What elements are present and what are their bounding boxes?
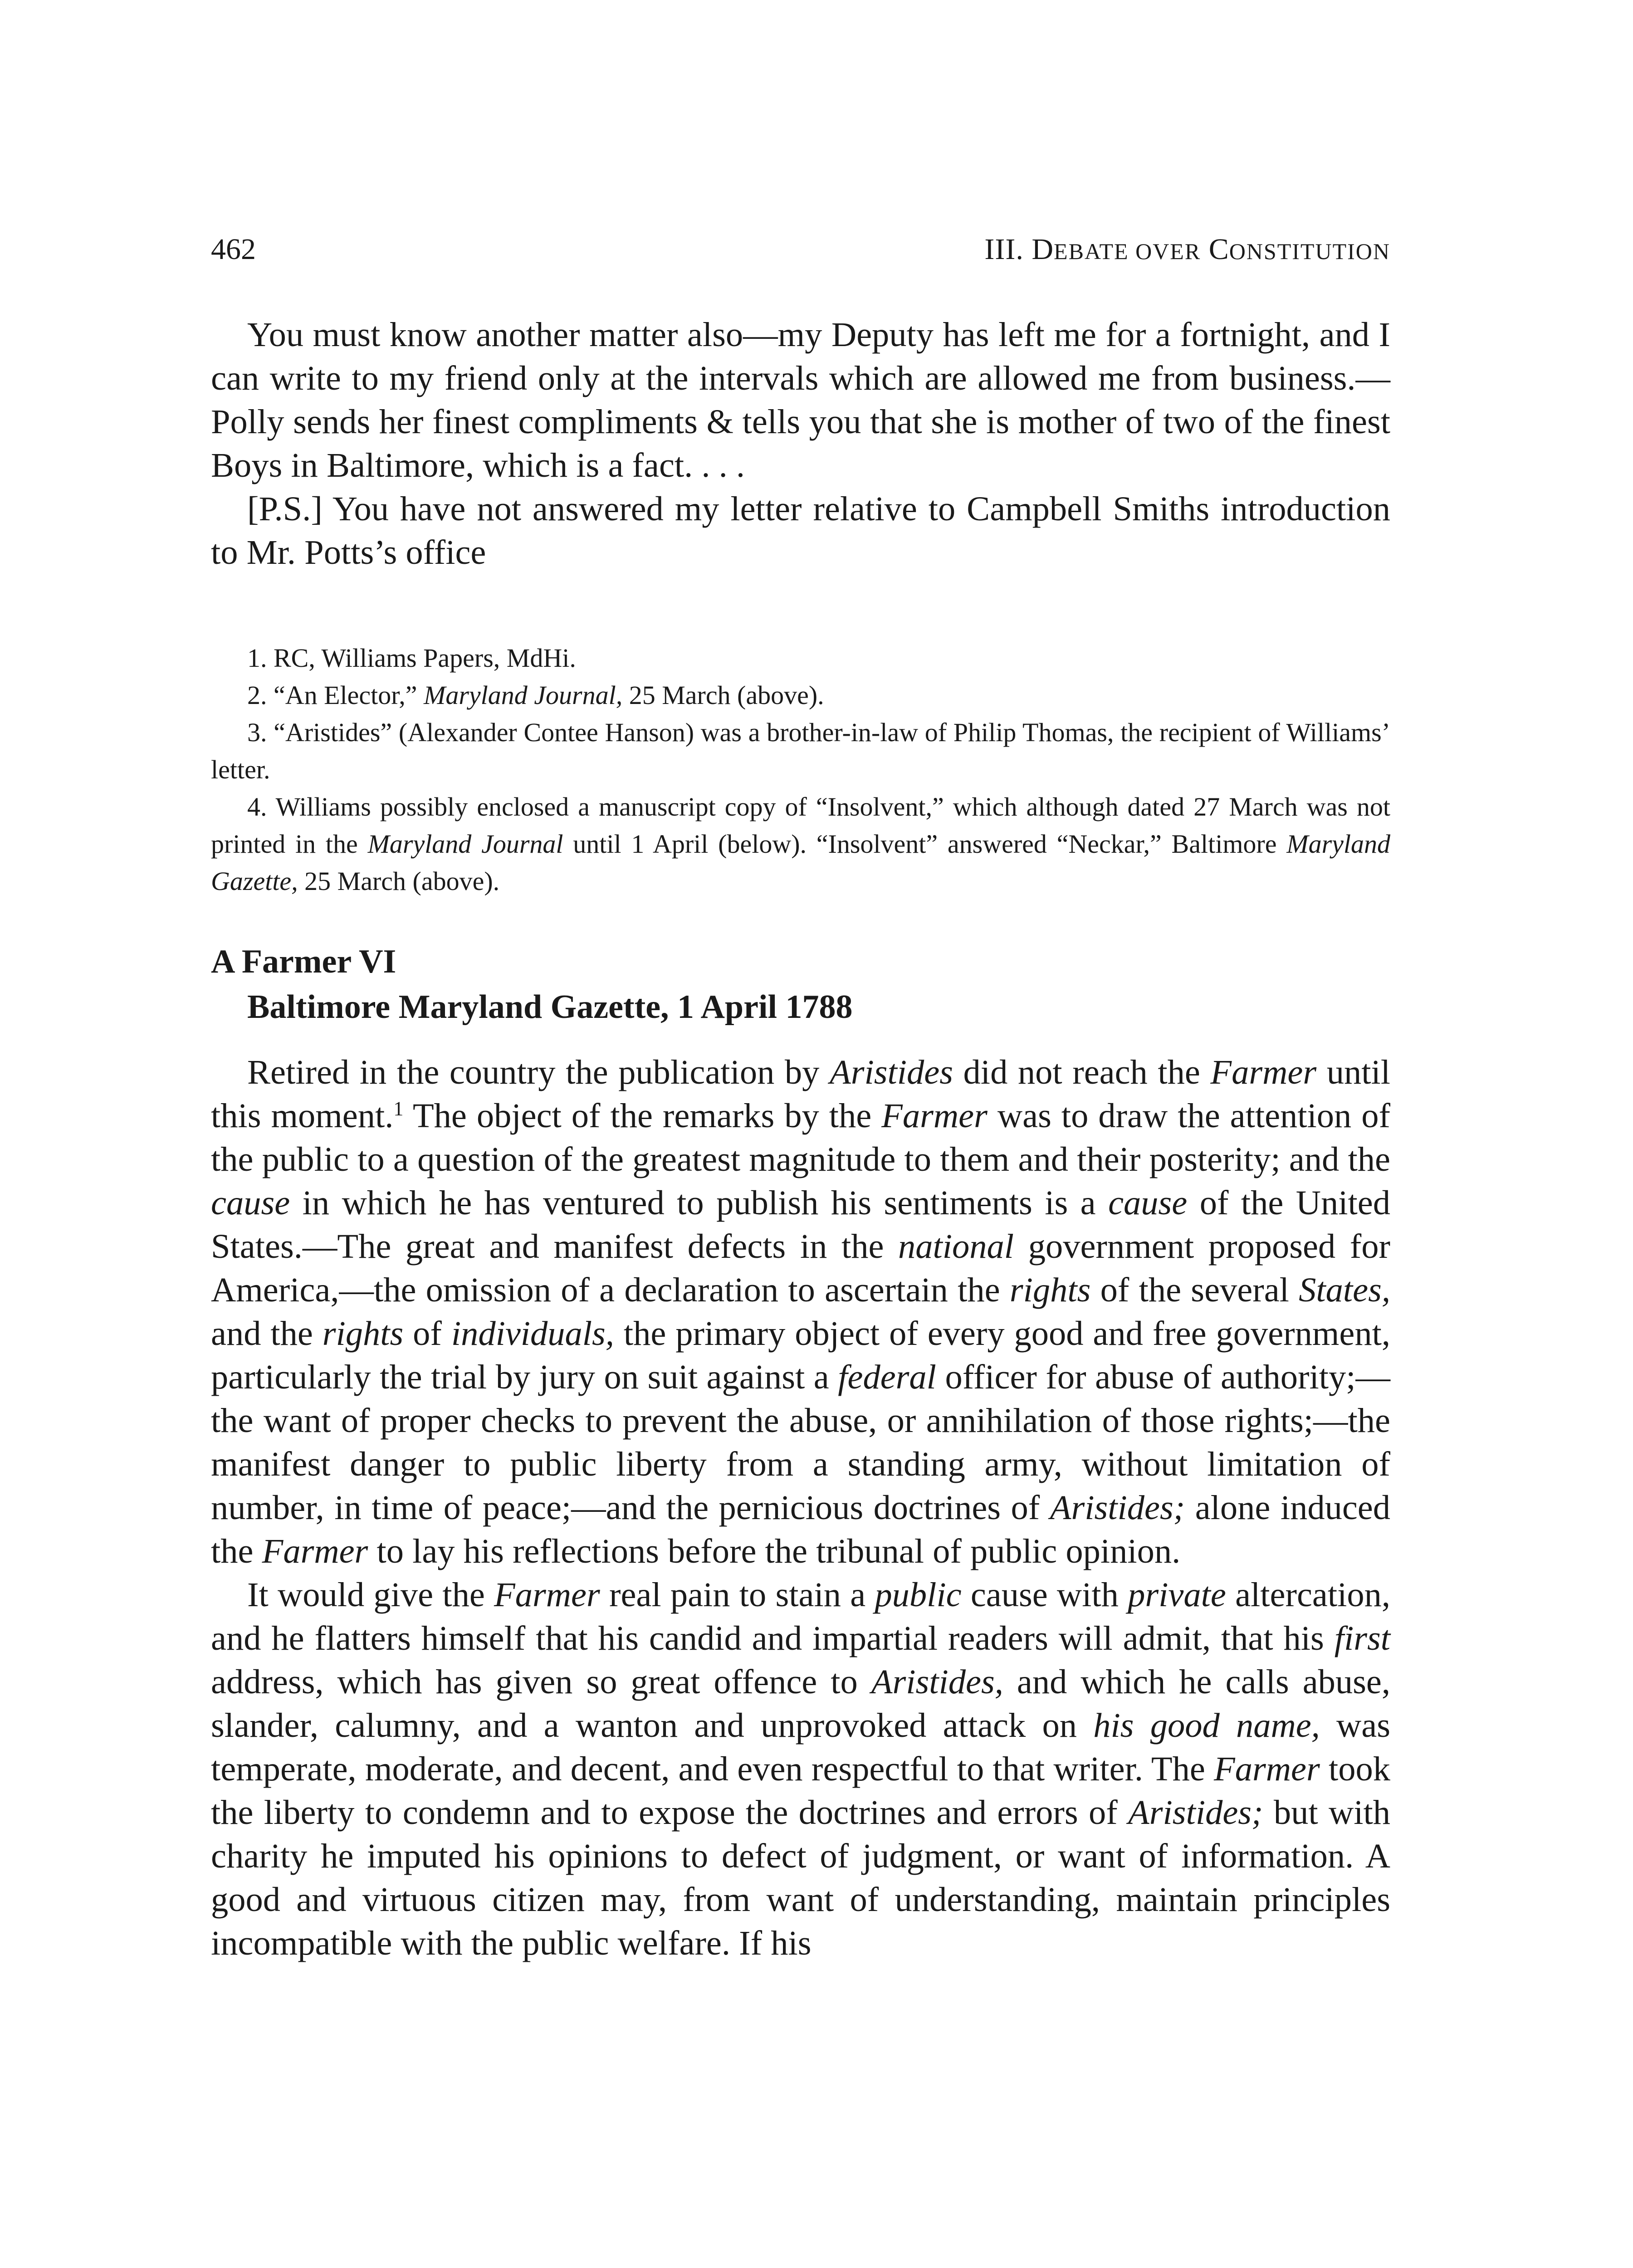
footnote-ref: 1 xyxy=(393,1097,404,1120)
running-head xyxy=(211,227,1390,272)
text-run: officer for abuse of authority;—the want of proper checks to prevent the abuse, or annihilation of those rights;—the manifest danger to public liberty from a standing army, without limitation of number, in time of peace;—and the pernicious doctrines of xyxy=(211,1358,1390,1527)
running-title xyxy=(984,227,1390,274)
italic-run: first xyxy=(1334,1619,1390,1657)
italic-run: rights xyxy=(1009,1271,1091,1309)
note-italic: Maryland Journal xyxy=(367,829,563,859)
italic-run: federal xyxy=(838,1358,936,1396)
page-number: 462 xyxy=(211,233,256,266)
italic-run: Aristides; xyxy=(1128,1793,1263,1832)
text-run: was to draw the attention of the public to a question of the greatest magnitude to them and their posterity; and the xyxy=(211,1096,1390,1178)
text-run: took the liberty to condemn and to expose the doctrines and errors of xyxy=(211,1750,1390,1832)
text-run: alone induced the xyxy=(211,1488,1390,1570)
text-run: of xyxy=(403,1314,451,1353)
italic-run: Farmer xyxy=(262,1532,368,1570)
document-title: A Farmer VI xyxy=(211,943,396,980)
italic-run: Aristides, xyxy=(871,1662,1003,1701)
text-run: the primary object of every good and free government, particularly the trial by jury on suit against a xyxy=(211,1314,1390,1396)
footnote xyxy=(211,788,1390,900)
footnote: 1. RC, Williams Papers, MdHi. xyxy=(247,643,576,673)
text-run: real pain to stain a xyxy=(600,1575,875,1614)
text-run: of the several xyxy=(1090,1271,1299,1309)
italic-run: individuals, xyxy=(451,1314,614,1353)
footnote xyxy=(211,677,1390,714)
text-run: It would give the xyxy=(247,1575,494,1614)
note-text: 25 March (above). xyxy=(298,866,500,896)
document-subtitle: Baltimore Maryland Gazette, 1 April 1788 xyxy=(247,988,853,1026)
note-italic: Maryland Gazette, xyxy=(211,829,1391,896)
text-run: of the United States.—The great and manifest defects in the xyxy=(211,1183,1390,1266)
text-run: in which he has ventured to publish his sentiments is a xyxy=(290,1183,1109,1222)
note-text: until 1 April (below). “Insolvent” answered “Neckar,” Baltimore xyxy=(563,829,1287,859)
running-title-part: EBATE OVER xyxy=(1054,239,1201,264)
note-text: 2. “An Elector,” xyxy=(247,680,424,710)
footnotes xyxy=(211,640,1390,900)
document-heading xyxy=(211,939,1390,1030)
text-run: Retired in the country the publication by xyxy=(247,1053,830,1091)
italic-run: rights xyxy=(322,1314,404,1353)
italic-run: Farmer xyxy=(1210,1053,1317,1091)
footnote: 3. “Aristides” (Alexander Contee Hanson) was a brother-in-law of Philip Thomas, the recipient of Williams’ letter. xyxy=(211,718,1390,784)
text-run: was temperate, moderate, and decent, and even respectful to that writer. The xyxy=(211,1706,1390,1788)
document-body xyxy=(211,1051,1390,1965)
italic-run: Farmer xyxy=(881,1096,988,1135)
body-paragraph xyxy=(211,1051,1390,1573)
letter-postscript: [P.S.] You have not answered my letter relative to Campbell Smiths introduction to Mr. Potts’s office xyxy=(211,489,1390,572)
running-title-part: ONSTITUTION xyxy=(1229,239,1390,264)
text-run: and the xyxy=(211,1314,323,1353)
italic-run: national xyxy=(898,1227,1014,1266)
italic-run: public xyxy=(875,1575,962,1614)
italic-run: his good name, xyxy=(1093,1706,1320,1745)
note-text: 4. Williams possibly enclosed a manuscript copy of “Insolvent,” which although dated 27 March was not printed in the xyxy=(211,792,1390,859)
italic-run: cause xyxy=(1108,1183,1188,1222)
italic-run: cause xyxy=(211,1183,290,1222)
note-italic: Maryland Journal, xyxy=(424,680,623,710)
italic-run: Aristides; xyxy=(1050,1488,1185,1527)
text-run: and which he calls abuse, slander, calumny, and a wanton and unprovoked attack on xyxy=(211,1662,1390,1745)
italic-run: Farmer xyxy=(1214,1750,1320,1788)
text-run: did not reach the xyxy=(953,1053,1211,1091)
text-run: The object of the remarks by the xyxy=(403,1096,882,1135)
italic-run: private xyxy=(1128,1575,1226,1614)
italic-run: Farmer xyxy=(494,1575,600,1614)
text-run: to lay his reflections before the tribunal of public opinion. xyxy=(368,1532,1181,1570)
running-title-part: III. D xyxy=(984,233,1054,266)
note-text: 25 March (above). xyxy=(622,680,824,710)
text-run: until this moment. xyxy=(211,1053,1390,1135)
text-run: cause with xyxy=(961,1575,1128,1614)
running-title-part: C xyxy=(1201,233,1229,266)
text-run: but with charity he imputed his opinions to defect of judgment, or want of information. A good and virtuous citizen may, from want of understanding, maintain principles incompatible with the public welfare. If his xyxy=(211,1793,1390,1962)
italic-run: States, xyxy=(1299,1271,1391,1309)
text-run: government proposed for America,—the omission of a declaration to ascertain the xyxy=(211,1227,1390,1309)
italic-run: Aristides xyxy=(829,1053,953,1091)
letter-continuation xyxy=(211,313,1390,574)
text-run: altercation, and he flatters himself that his candid and impartial readers will admit, that his xyxy=(211,1575,1390,1657)
letter-paragraph: You must know another matter also—my Deputy has left me for a fortnight, and I can write to my friend only at the intervals which are allowed me from business.—Polly sends her finest compliments & tells you that she is mother of two of the finest Boys in Baltimore, which is a fact. . . . xyxy=(211,315,1390,484)
text-run: address, which has given so great offence to xyxy=(211,1662,871,1701)
body-paragraph xyxy=(211,1573,1390,1965)
